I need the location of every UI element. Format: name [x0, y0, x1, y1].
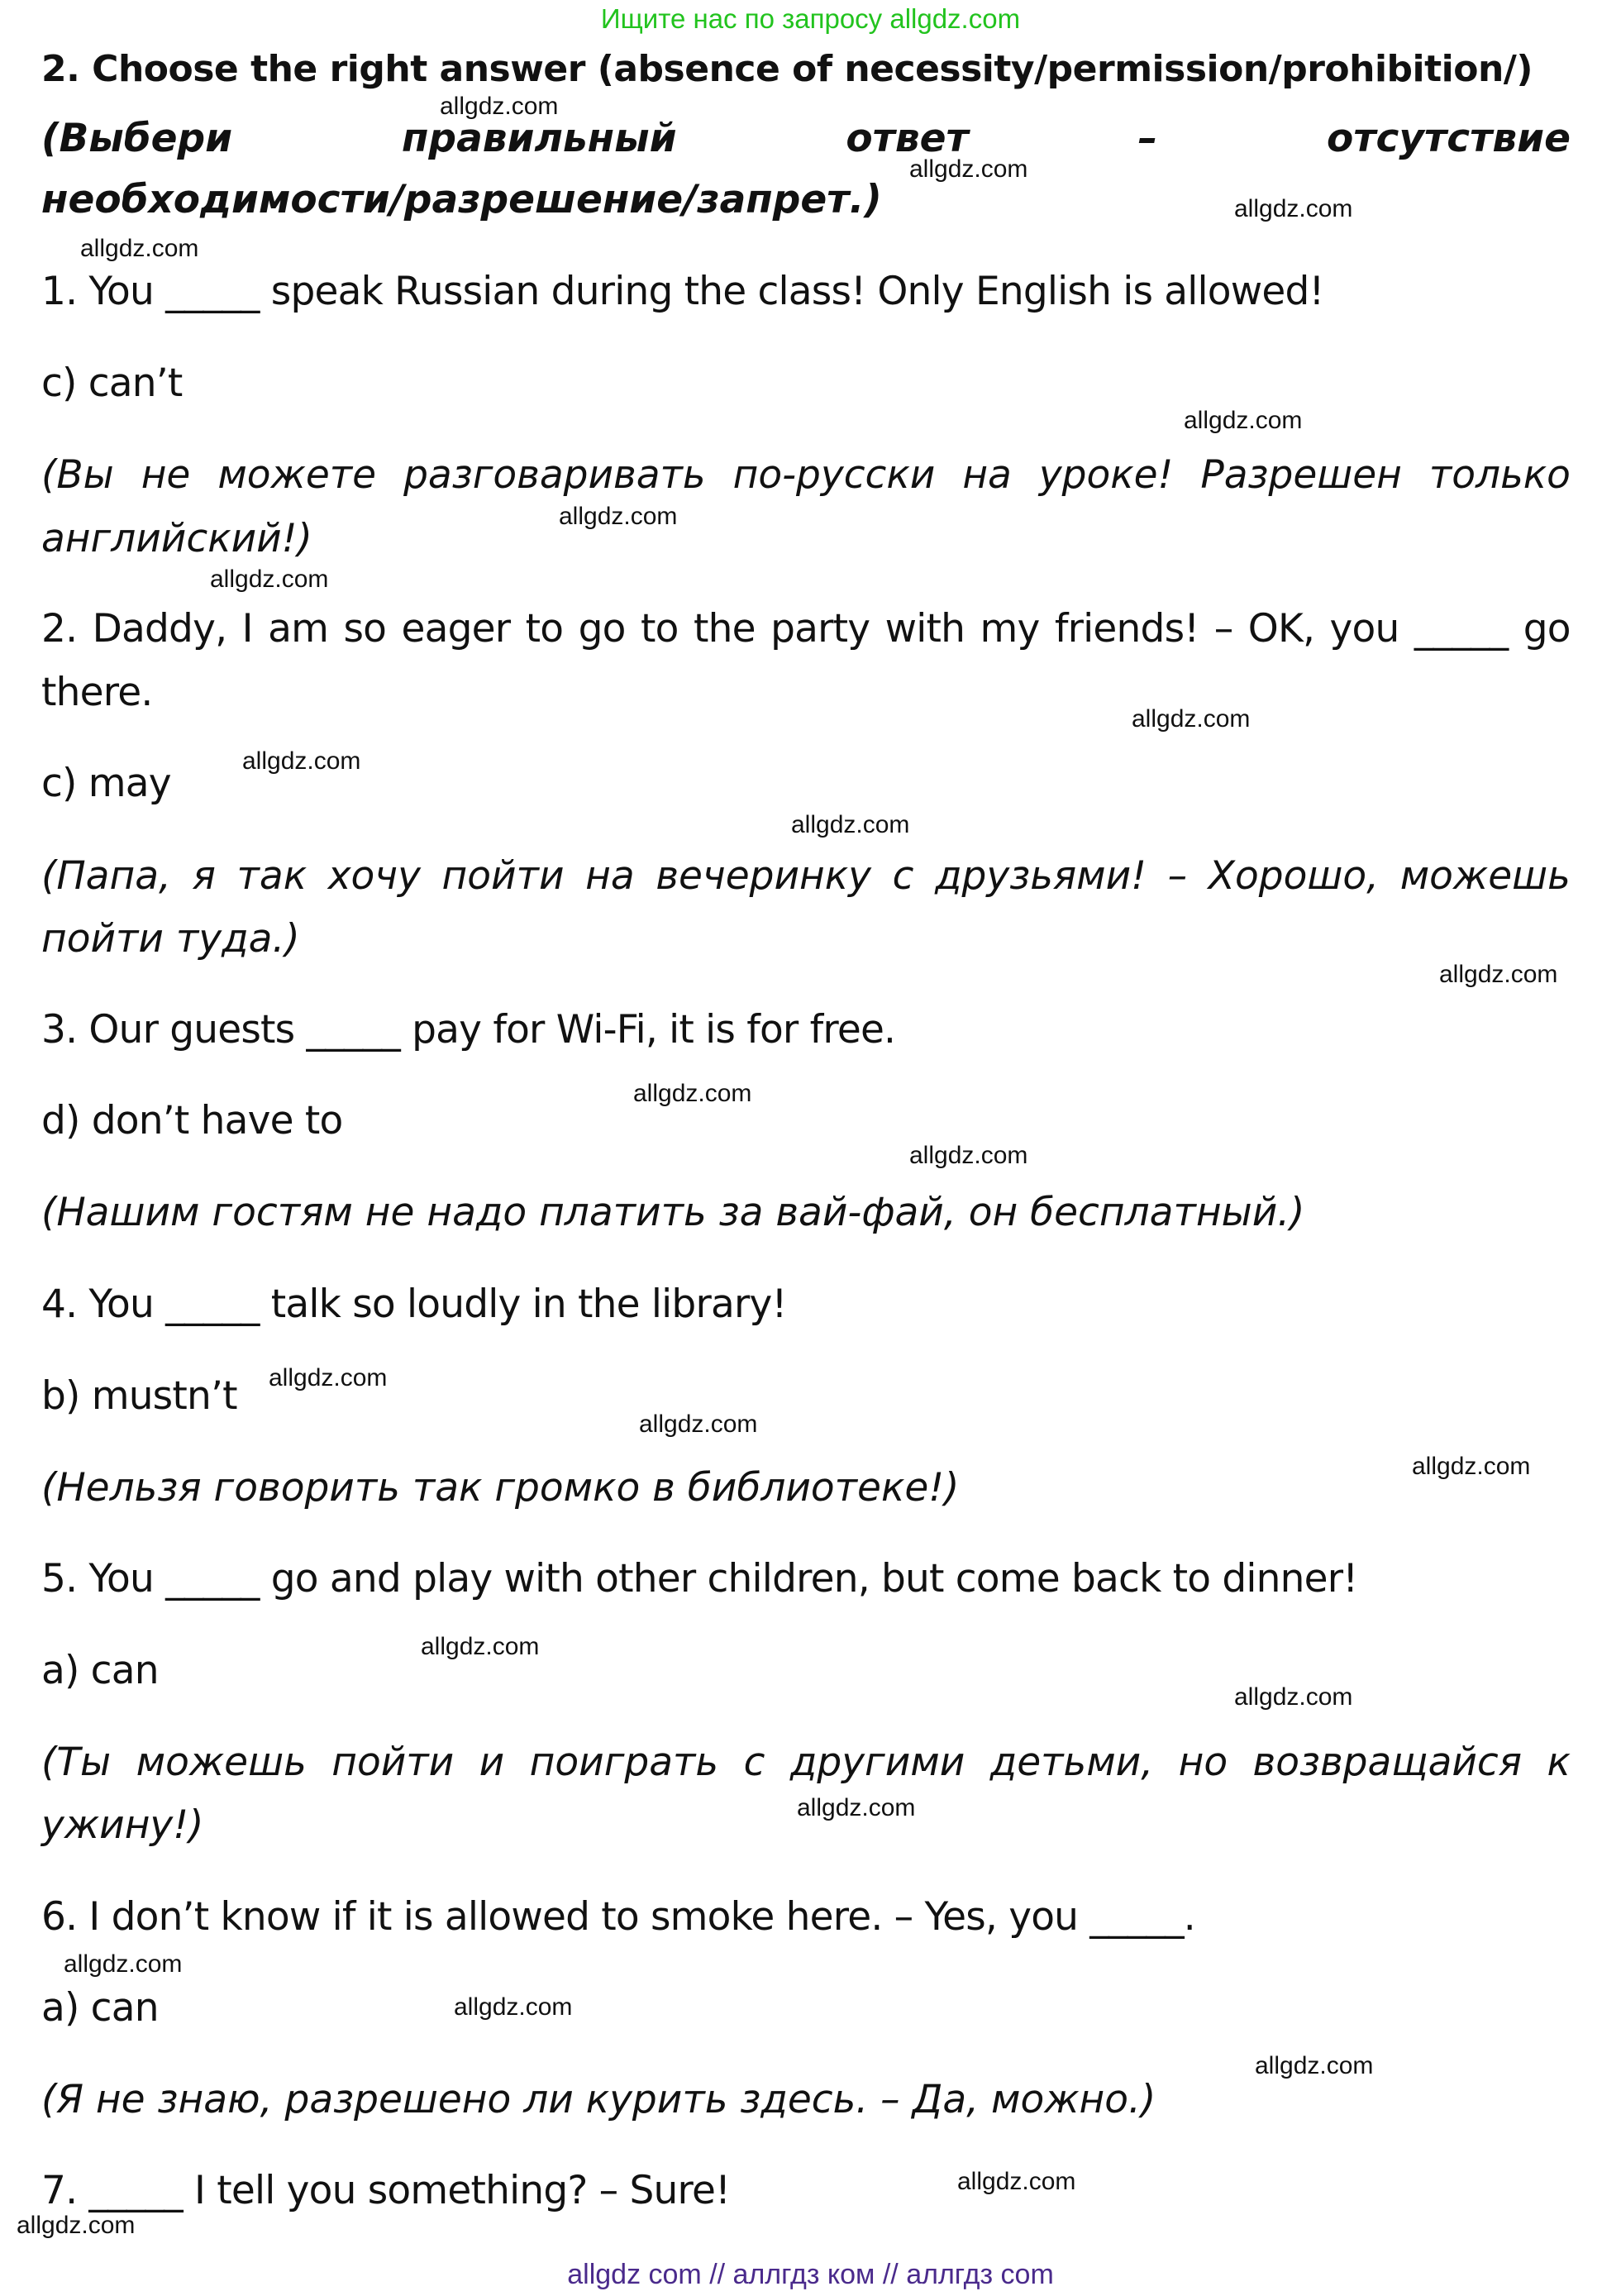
watermark: allgdz.com	[639, 1411, 758, 1438]
question-word: Daddy,	[92, 606, 227, 652]
translation-word: не	[141, 452, 191, 498]
question-word: –	[1213, 606, 1233, 652]
heading-word: отсутствие	[1327, 116, 1571, 161]
watermark: allgdz.com	[421, 1633, 540, 1660]
translation-word: можешь	[136, 1740, 307, 1785]
heading-word: (Выбери	[41, 116, 233, 161]
translation-word: друзьями!	[935, 853, 1147, 899]
question-word: my	[980, 606, 1040, 652]
translation-word: (Папа,	[41, 853, 171, 899]
watermark: allgdz.com	[797, 1794, 916, 1821]
question-word: eager	[401, 606, 511, 652]
translation-6: (Я не знаю, разрешено ли курить здесь. – Да, можно.)	[41, 2077, 1156, 2122]
question-word: go	[1523, 606, 1571, 652]
heading-word: ответ	[846, 116, 969, 161]
translation-word: Хорошо,	[1208, 853, 1380, 899]
watermark: allgdz.com	[909, 1142, 1028, 1169]
question-word: so	[343, 606, 387, 652]
exercise-heading-ru-line1	[41, 116, 1571, 161]
answer-2: c) may	[41, 761, 171, 806]
heading-word: правильный	[401, 116, 677, 161]
question-word: party	[770, 606, 870, 652]
translation-1-line1	[41, 452, 1571, 498]
translation-5-line2: ужину!)	[41, 1802, 204, 1848]
watermark: allgdz.com	[1234, 1683, 1353, 1711]
watermark: allgdz.com	[909, 155, 1028, 183]
watermark: allgdz.com	[17, 2212, 136, 2239]
answer-4: b) mustn’t	[41, 1373, 237, 1419]
watermark: allgdz.com	[64, 1950, 183, 1978]
answer-5: a) can	[41, 1648, 159, 1693]
question-word: to	[640, 606, 679, 652]
heading-word: –	[1137, 116, 1158, 161]
translation-word: уроке!	[1038, 452, 1174, 498]
question-5: 5. You _____ go and play with other children, but come back to dinner!	[41, 1556, 1358, 1601]
watermark: allgdz.com	[1255, 2052, 1374, 2079]
translation-4: (Нельзя говорить так громко в библиотеке!)	[41, 1465, 960, 1511]
question-word: _____	[1414, 606, 1509, 652]
watermark: allgdz.com	[440, 93, 559, 120]
question-4: 4. You _____ talk so loudly in the library!	[41, 1282, 787, 1327]
translation-word: только	[1428, 452, 1571, 498]
watermark: allgdz.com	[80, 235, 199, 262]
translation-word: с	[743, 1740, 765, 1785]
translation-word: можете	[217, 452, 377, 498]
question-word: OK,	[1247, 606, 1315, 652]
watermark: allgdz.com	[957, 2168, 1076, 2195]
translation-word: (Ты	[41, 1740, 112, 1785]
question-word: I	[241, 606, 253, 652]
translation-word: –	[1167, 853, 1188, 899]
question-7: 7. _____ I tell you something? – Sure!	[41, 2168, 731, 2213]
translation-word: Разрешен	[1200, 452, 1402, 498]
translation-word: так	[236, 853, 308, 899]
watermark: allgdz.com	[633, 1080, 752, 1107]
translation-word: с	[892, 853, 914, 899]
question-1: 1. You _____ speak Russian during the class! Only English is allowed!	[41, 269, 1324, 314]
watermark: allgdz.com	[1412, 1453, 1531, 1480]
exercise-heading: 2. Choose the right answer (absence of necessity/permission/prohibition/)	[41, 48, 1533, 90]
translation-word: хочу	[327, 853, 421, 899]
question-word: you	[1329, 606, 1399, 652]
watermark: allgdz.com	[791, 811, 910, 838]
translation-word: пойти	[441, 853, 565, 899]
translation-3: (Нашим гостям не надо платить за вай-фай, он бесплатный.)	[41, 1190, 1305, 1235]
translation-5-line1	[41, 1740, 1571, 1785]
watermark: allgdz.com	[454, 1993, 573, 2021]
translation-word: и	[479, 1740, 505, 1785]
translation-2-line2: пойти туда.)	[41, 916, 300, 962]
question-2-line1	[41, 606, 1571, 652]
question-word: to	[525, 606, 564, 652]
footer-links[interactable]: allgdz com // аллгдз ком // аллгдз com	[567, 2259, 1054, 2290]
translation-word: (Вы	[41, 452, 114, 498]
question-word: friends!	[1054, 606, 1199, 652]
watermark: allgdz.com	[210, 566, 329, 593]
translation-word: я	[192, 853, 216, 899]
question-6: 6. I don’t know if it is allowed to smoke here. – Yes, you _____.	[41, 1894, 1195, 1940]
watermark: allgdz.com	[242, 747, 361, 775]
translation-word: по-русски	[732, 452, 936, 498]
watermark: allgdz.com	[1132, 705, 1251, 733]
question-2-line2: there.	[41, 670, 153, 715]
translation-word: разговаривать	[403, 452, 706, 498]
translation-word: возвращайся	[1252, 1740, 1523, 1785]
translation-word: другими	[789, 1740, 965, 1785]
watermark: allgdz.com	[559, 503, 678, 530]
watermark: allgdz.com	[1234, 195, 1353, 222]
translation-word: к	[1547, 1740, 1571, 1785]
exercise-heading-ru-line2: необходимости/разрешение/запрет.)	[41, 177, 882, 222]
answer-6: a) can	[41, 1985, 159, 2031]
question-word: 2.	[41, 606, 78, 652]
translation-word: но	[1178, 1740, 1228, 1785]
translation-1-line2: английский!)	[41, 516, 312, 561]
translation-word: на	[585, 853, 635, 899]
question-word: go	[578, 606, 626, 652]
question-word: with	[884, 606, 965, 652]
watermark: allgdz.com	[269, 1364, 388, 1391]
search-banner: Ищите нас по запросу allgdz.com	[600, 3, 1021, 34]
translation-2-line1	[41, 853, 1571, 899]
answer-3: d) don’t have to	[41, 1098, 343, 1143]
translation-word: детьми,	[989, 1740, 1154, 1785]
translation-word: можешь	[1399, 853, 1571, 899]
translation-word: пойти	[331, 1740, 455, 1785]
watermark: allgdz.com	[1184, 407, 1303, 434]
question-3: 3. Our guests _____ pay for Wi-Fi, it is for free.	[41, 1007, 896, 1053]
translation-word: вечеринку	[656, 853, 871, 899]
answer-1: c) can’t	[41, 360, 183, 406]
translation-word: поиграть	[529, 1740, 719, 1785]
question-word: am	[268, 606, 329, 652]
watermark: allgdz.com	[1439, 961, 1558, 988]
translation-word: на	[962, 452, 1012, 498]
question-word: the	[693, 606, 756, 652]
